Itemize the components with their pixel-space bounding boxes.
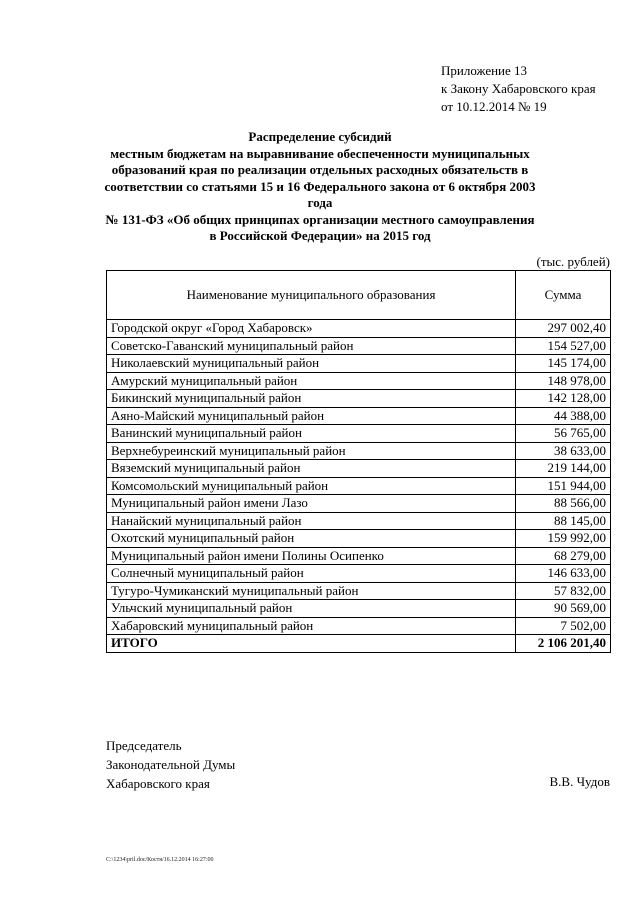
annex-line: Приложение 13 xyxy=(441,63,528,78)
title-line: соответствии со статьями 15 и 16 Федерального закона от 6 октября 2003 года xyxy=(104,178,536,210)
row-sum: 56 765,00 xyxy=(516,425,611,443)
row-name: Верхнебуреинский муниципальный район xyxy=(107,442,516,460)
table-row xyxy=(107,355,611,373)
table-row xyxy=(107,512,611,530)
table-header-row xyxy=(107,271,611,320)
table-row xyxy=(107,337,611,355)
row-sum: 68 279,00 xyxy=(516,547,611,565)
row-name: Хабаровский муниципальный район xyxy=(107,617,516,635)
row-name: Бикинский муниципальный район xyxy=(107,390,516,408)
row-sum: 38 633,00 xyxy=(516,442,611,460)
table-row xyxy=(107,477,611,495)
signatory-name: В.В. Чудов xyxy=(549,774,610,789)
row-name: Амурский муниципальный район xyxy=(107,372,516,390)
title-line: Распределение субсидий xyxy=(248,129,392,144)
signature-block xyxy=(106,736,235,793)
row-name: Муниципальный район имени Полины Осипенко xyxy=(107,547,516,565)
row-name: Аяно-Майский муниципальный район xyxy=(107,407,516,425)
annex-line: к Закону Хабаровского края xyxy=(441,81,596,96)
table-row xyxy=(107,530,611,548)
annex-line: от 10.12.2014 № 19 xyxy=(441,99,547,114)
total-label: ИТОГО xyxy=(107,635,516,653)
signature-line: Законодательной Думы xyxy=(106,757,236,772)
column-header-name: Наименование муниципального образования xyxy=(107,271,516,320)
title-line: в Российской Федерации» на 2015 год xyxy=(209,228,431,243)
row-name: Ульчский муниципальный район xyxy=(107,600,516,618)
table-row xyxy=(107,442,611,460)
total-sum: 2 106 201,40 xyxy=(516,635,611,653)
title-line: № 131-ФЗ «Об общих принципах организации местного самоуправления xyxy=(105,211,535,227)
title-line: местным бюджетам на выравнивание обеспеченности муниципальных xyxy=(110,145,530,161)
row-name: Комсомольский муниципальный район xyxy=(107,477,516,495)
table-row xyxy=(107,460,611,478)
annex-reference xyxy=(441,62,596,116)
table-row xyxy=(107,547,611,565)
table-row xyxy=(107,407,611,425)
row-sum: 151 944,00 xyxy=(516,477,611,495)
signature-line: Хабаровского края xyxy=(106,776,210,791)
table-row xyxy=(107,495,611,513)
table-row xyxy=(107,320,611,338)
table-row xyxy=(107,617,611,635)
row-name: Солнечный муниципальный район xyxy=(107,565,516,583)
table-row xyxy=(107,390,611,408)
units-label: (тыс. рублей) xyxy=(536,254,610,269)
row-name: Ванинский муниципальный район xyxy=(107,425,516,443)
file-path-footer: C:\1234\pril.doc/Костя/16.12.2014 16:27:00 xyxy=(106,857,214,863)
row-sum: 7 502,00 xyxy=(516,617,611,635)
row-sum: 297 002,40 xyxy=(516,320,611,338)
row-sum: 88 566,00 xyxy=(516,495,611,513)
row-sum: 159 992,00 xyxy=(516,530,611,548)
row-sum: 219 144,00 xyxy=(516,460,611,478)
row-sum: 90 569,00 xyxy=(516,600,611,618)
subsidy-table xyxy=(106,270,611,653)
row-sum: 44 388,00 xyxy=(516,407,611,425)
column-header-sum: Сумма xyxy=(516,271,611,320)
table-row xyxy=(107,600,611,618)
row-name: Николаевский муниципальный район xyxy=(107,355,516,373)
row-sum: 148 978,00 xyxy=(516,372,611,390)
row-name: Советско-Гаванский муниципальный район xyxy=(107,337,516,355)
row-name: Вяземский муниципальный район xyxy=(107,460,516,478)
row-sum: 57 832,00 xyxy=(516,582,611,600)
table-row xyxy=(107,425,611,443)
row-sum: 145 174,00 xyxy=(516,355,611,373)
row-name: Охотский муниципальный район xyxy=(107,530,516,548)
row-name: Тугуро-Чумиканский муниципальный район xyxy=(107,582,516,600)
total-row xyxy=(107,635,611,653)
signature-line: Председатель xyxy=(106,738,182,753)
row-sum: 154 527,00 xyxy=(516,337,611,355)
row-sum: 146 633,00 xyxy=(516,565,611,583)
table-row xyxy=(107,372,611,390)
row-sum: 88 145,00 xyxy=(516,512,611,530)
row-name: Нанайский муниципальный район xyxy=(107,512,516,530)
row-sum: 142 128,00 xyxy=(516,390,611,408)
row-name: Городской округ «Город Хабаровск» xyxy=(107,320,516,338)
document-title xyxy=(100,129,540,245)
title-line: образований края по реализации отдельных расходных обязательств в xyxy=(111,162,529,177)
row-name: Муниципальный район имени Лазо xyxy=(107,495,516,513)
table-row xyxy=(107,582,611,600)
table-row xyxy=(107,565,611,583)
